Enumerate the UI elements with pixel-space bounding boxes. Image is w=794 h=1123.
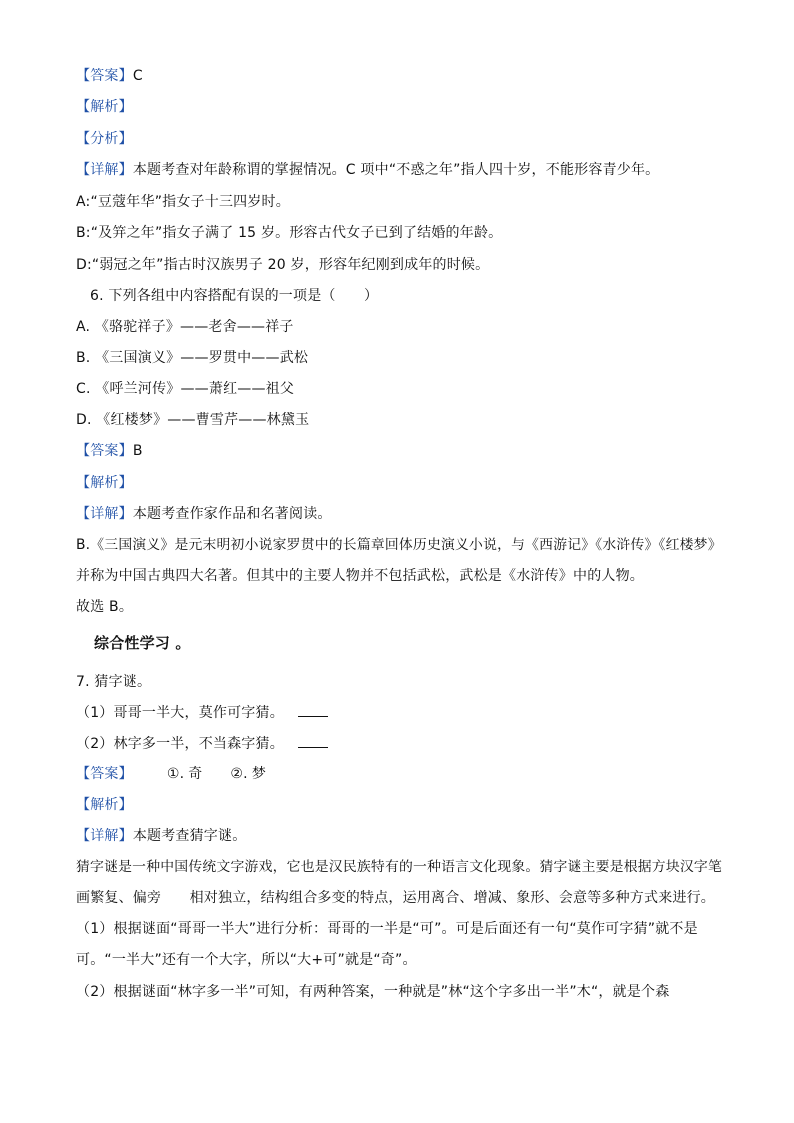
answer-line: [76, 764, 266, 784]
option-d: D. 《红楼梦》——曹雪芹——林黛玉: [76, 412, 310, 428]
sub-question-1: [76, 703, 328, 723]
detail-tag: 【详解】: [76, 828, 133, 844]
paragraph-line: 猜字谜是一种中国传统文字游戏，它也是汉民族特有的一种语言文化现象。猜字谜主要是根据方块汉字笔: [76, 859, 723, 875]
detail-tag: 【详解】: [76, 162, 133, 178]
answer-value: C: [132, 68, 143, 84]
paragraph-line: 画繁复、偏旁 相对独立，结构组合多变的特点，运用离合、增减、象形、会意等多种方式来进行。: [76, 890, 715, 906]
answer-value-1: 奇: [188, 766, 203, 782]
detail-tag: 【详解】: [76, 506, 133, 522]
answer-blank[interactable]: [298, 703, 328, 717]
option-c: C. 《呼兰河传》——萧红——祖父: [76, 381, 295, 397]
sub-question-2: [76, 734, 328, 754]
answer-value-2: 梦: [251, 766, 267, 782]
detail-text: 本题考查作家作品和名著阅读。: [132, 506, 332, 522]
option-explanation-a: A:“豆蔻年华”指女子十三四岁时。: [76, 194, 290, 210]
conclusion: 故选 B。: [76, 599, 134, 615]
answer-line: [76, 66, 143, 86]
sub-question-text: （2）林字多一半，不当森字猜。: [76, 736, 284, 752]
detail-line: [76, 160, 659, 180]
answer-tag: 【答案】: [76, 443, 133, 459]
detail-line: [76, 826, 246, 846]
analysis-tag: 【解析】: [76, 99, 133, 115]
option-b: B. 《三国演义》——罗贯中——武松: [76, 350, 309, 366]
answer-tag: 【答案】: [76, 766, 133, 782]
detail-text: 本题考查对年龄称谓的掌握情况。C 项中“不惑之年”指人四十岁，不能形容青少年。: [132, 162, 660, 178]
analysis-tag: 【解析】: [76, 797, 133, 813]
question-stem: 7. 猜字谜。: [76, 674, 152, 690]
explanation-line: 并称为中国古典四大名著。但其中的主要人物并不包括武松，武松是《水浒传》中的人物。: [76, 568, 644, 584]
paragraph-line: （1）根据谜面“哥哥一半大”进行分析：哥哥的一半是“可”。可是后面还有一句“莫作可字猜”就不是: [76, 921, 698, 937]
option-a: A. 《骆驼祥子》——老舍——祥子: [76, 319, 294, 335]
paragraph-line: （2）根据谜面“林字多一半”可知，有两种答案，一种就是”林“这个字多出一半”木“，就是个森: [76, 984, 670, 1000]
answer-tag: 【答案】: [76, 68, 133, 84]
option-explanation-b: B:“及笄之年”指女子满了 15 岁。形容古代女子已到了结婚的年龄。: [76, 225, 503, 241]
answer-number-1: ①.: [166, 766, 185, 782]
answer-value: B: [132, 443, 143, 459]
sub-question-text: （1）哥哥一半大，莫作可字猜。: [76, 705, 284, 721]
answer-line: [76, 441, 143, 461]
explanation-line: B.《三国演义》是元末明初小说家罗贯中的长篇章回体历史演义小说，与《西游记》《水浒传》《红楼梦》: [76, 537, 722, 553]
paragraph-line: 可。“一半大”还有一个大字，所以“大+可”就是“奇”。: [76, 952, 417, 968]
detail-line: [76, 504, 332, 524]
question-stem: 6. 下列各组中内容搭配有误的一项是（ ）: [90, 288, 379, 304]
section-title: 综合性学习 。: [94, 634, 191, 652]
detail-text: 本题考查猜字谜。: [132, 828, 247, 844]
answer-blank[interactable]: [298, 734, 328, 748]
analysis-tag: 【解析】: [76, 475, 133, 491]
answer-number-2: ②.: [230, 766, 248, 782]
option-explanation-d: D:“弱冠之年”指古时汉族男子 20 岁，形容年纪刚到成年的时候。: [76, 257, 490, 273]
fenxi-tag: 【分析】: [76, 131, 133, 147]
